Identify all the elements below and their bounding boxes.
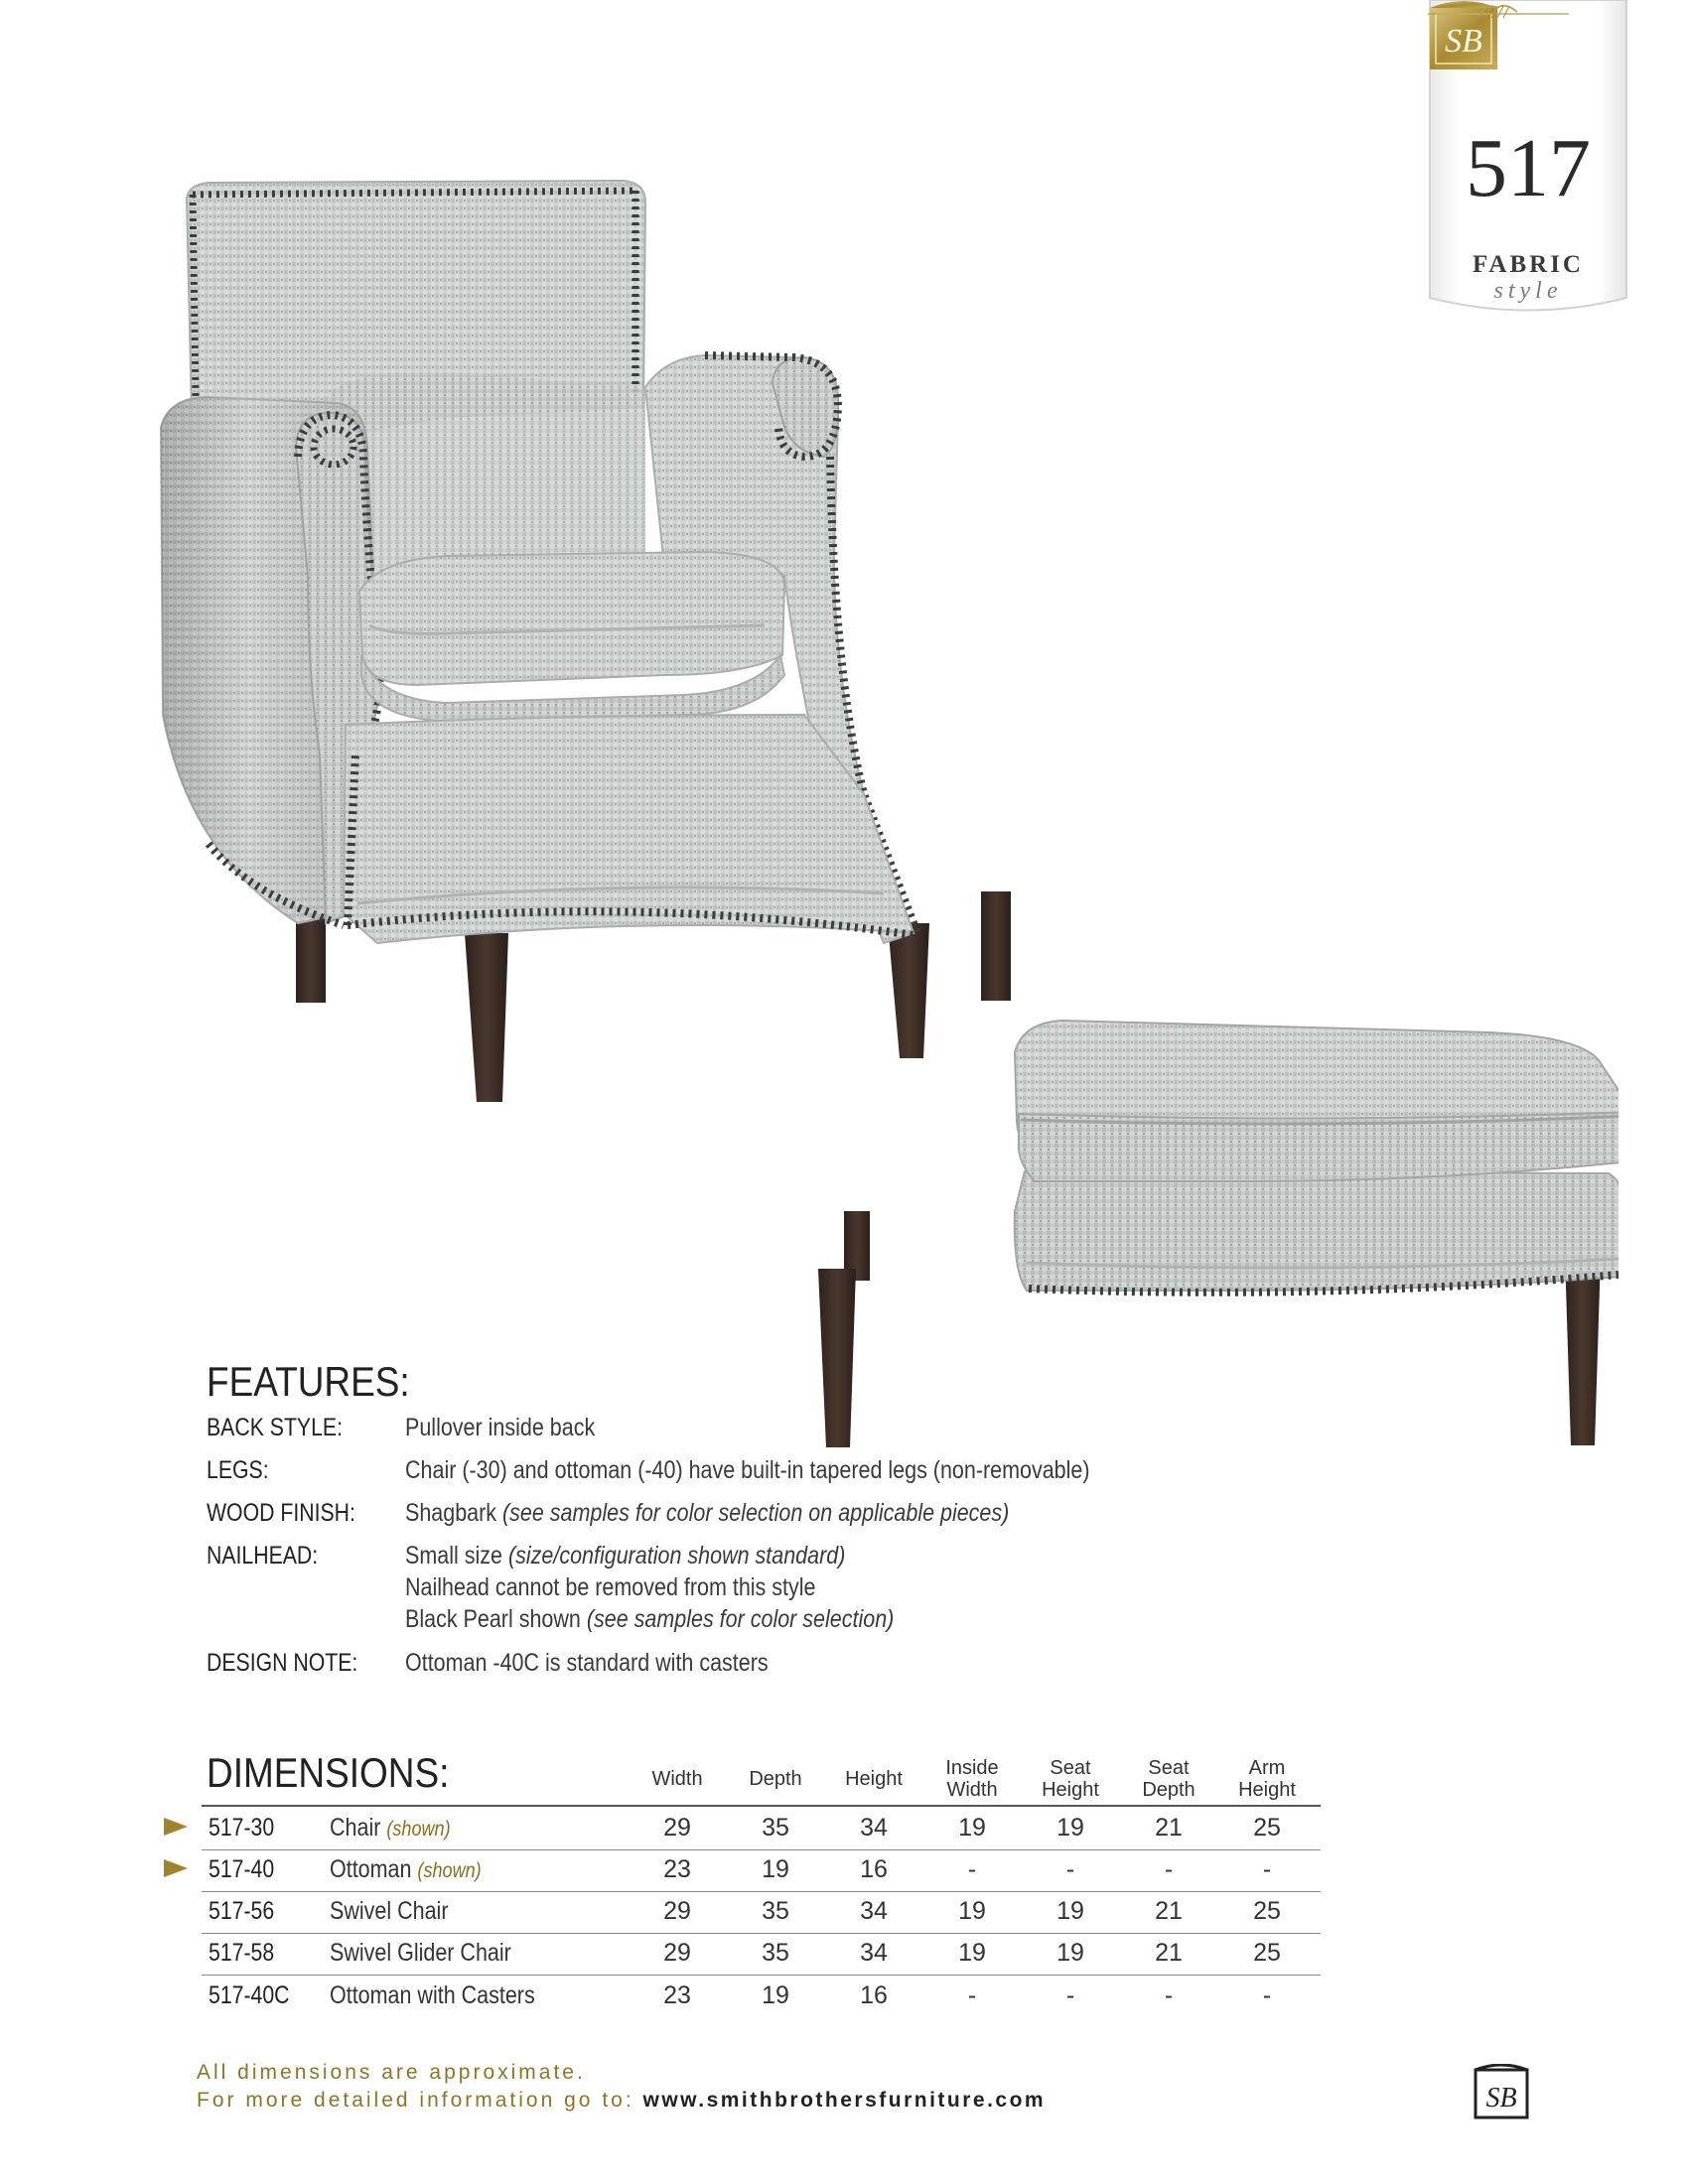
row-seat-depth: 21 <box>1155 1814 1183 1842</box>
col-head-inside-width: Inside Width <box>945 1757 999 1801</box>
style-label: style <box>1493 278 1563 304</box>
row-arm-height: 25 <box>1253 1814 1281 1842</box>
row-width: 29 <box>663 1814 691 1842</box>
col-head-height: Height <box>845 1768 903 1790</box>
row-code: 517-40 <box>209 1855 275 1883</box>
row-seat-height: 19 <box>1056 1814 1084 1842</box>
feature-value: Pullover inside back <box>405 1414 596 1441</box>
feature-value: Shagbark (see samples for color selection on applicable pieces) <box>405 1499 1010 1527</box>
row-depth: 19 <box>762 1981 789 2009</box>
row-code: 517-56 <box>209 1897 275 1925</box>
ottoman-illustration <box>818 1021 1618 1447</box>
row-code: 517-40C <box>209 1981 290 2009</box>
approx-note: All dimensions are approximate. <box>197 2061 586 2084</box>
row-width: 29 <box>663 1897 691 1925</box>
row-description: Swivel Chair <box>330 1897 449 1925</box>
row-width: 23 <box>663 1981 691 2009</box>
shown-marker-icon <box>164 1859 188 1877</box>
chair-seat-cushion <box>359 552 784 685</box>
feature-label: DESIGN NOTE: <box>207 1649 358 1677</box>
row-height: 16 <box>860 1855 888 1883</box>
row-seat-height: - <box>1065 1981 1075 2009</box>
svg-text:SB: SB <box>1485 2083 1517 2114</box>
row-description: Ottoman (shown) <box>330 1855 482 1883</box>
dimensions-title: DIMENSIONS: <box>207 1749 450 1796</box>
feature-value: Small size (size/configuration shown standard) Nailhead cannot be removed from this style Black Pearl shown (see samples for color selection) <box>405 1542 895 1633</box>
row-arm-height: - <box>1262 1981 1272 2009</box>
shown-marker-icon <box>164 1818 188 1836</box>
chair-leg-back-right <box>981 891 1011 1001</box>
ottoman-base <box>1015 1171 1618 1291</box>
ottoman-leg-front-right <box>1565 1255 1601 1445</box>
row-width: 23 <box>663 1855 691 1883</box>
row-depth: 35 <box>762 1814 789 1842</box>
row-inside-width: 19 <box>958 1897 986 1925</box>
table-row <box>0 1933 1688 1975</box>
feature-label: WOOD FINISH: <box>207 1499 355 1527</box>
row-depth: 19 <box>762 1855 789 1883</box>
table-row <box>0 1849 1688 1891</box>
svg-text:SB: SB <box>1445 23 1482 60</box>
row-inside-width: - <box>967 1855 977 1883</box>
material-label: FABRIC <box>1473 251 1584 278</box>
row-height: 34 <box>860 1814 888 1842</box>
row-code: 517-30 <box>209 1814 275 1842</box>
row-arm-height: 25 <box>1253 1897 1281 1925</box>
row-height: 34 <box>860 1897 888 1925</box>
row-seat-height: 19 <box>1056 1897 1084 1925</box>
chair-leg-front-right <box>888 923 929 1058</box>
feature-label: NAILHEAD: <box>207 1542 319 1570</box>
feature-value: Chair (-30) and ottoman (-40) have built-in tapered legs (non-removable) <box>405 1456 1090 1484</box>
website-link[interactable]: www.smithbrothersfurniture.com <box>642 2089 1047 2112</box>
model-number: 517 <box>1466 122 1591 214</box>
row-inside-width: 19 <box>958 1939 986 1967</box>
feature-value: Ottoman -40C is standard with casters <box>405 1649 769 1677</box>
row-width: 29 <box>663 1939 691 1967</box>
row-height: 16 <box>860 1981 888 2009</box>
row-inside-width: 19 <box>958 1814 986 1842</box>
col-head-seat-depth: Seat Depth <box>1142 1757 1196 1801</box>
features-title: FEATURES: <box>207 1358 410 1405</box>
chair-front-apron <box>344 715 914 943</box>
row-description: Ottoman with Casters <box>330 1981 535 2009</box>
table-row <box>0 1808 1688 1849</box>
row-seat-height: 19 <box>1056 1939 1084 1967</box>
table-row <box>0 1891 1688 1933</box>
flourish-icon <box>1428 0 1569 24</box>
feature-label: BACK STYLE: <box>207 1414 343 1441</box>
row-depth: 35 <box>762 1939 789 1967</box>
row-inside-width: - <box>967 1981 977 2009</box>
row-arm-height: 25 <box>1253 1939 1281 1967</box>
col-head-depth: Depth <box>749 1768 802 1790</box>
row-seat-depth: - <box>1164 1855 1174 1883</box>
col-head-seat-height: Seat Height <box>1042 1757 1099 1801</box>
row-seat-depth: - <box>1164 1981 1174 2009</box>
product-photo <box>149 159 1618 1469</box>
more-info-note: For more detailed information go to: www.smithbrothersfurniture.com <box>197 2089 1047 2112</box>
row-seat-depth: 21 <box>1155 1897 1183 1925</box>
col-head-width: Width <box>651 1768 703 1790</box>
row-seat-depth: 21 <box>1155 1939 1183 1967</box>
footer-logo-icon <box>1474 2064 1529 2119</box>
row-arm-height: - <box>1262 1855 1272 1883</box>
table-row <box>0 1976 1688 2017</box>
row-height: 34 <box>860 1939 888 1967</box>
row-seat-height: - <box>1065 1855 1075 1883</box>
row-description: Chair (shown) <box>330 1814 451 1842</box>
col-head-arm-height: Arm Height <box>1238 1757 1296 1801</box>
row-description: Swivel Glider Chair <box>330 1939 511 1967</box>
feature-label: LEGS: <box>207 1456 269 1484</box>
chair-illustration <box>161 181 1011 1102</box>
chair-leg-front-left <box>465 933 508 1102</box>
table-header-rule <box>202 1805 1321 1807</box>
row-depth: 35 <box>762 1897 789 1925</box>
row-code: 517-58 <box>209 1939 275 1967</box>
